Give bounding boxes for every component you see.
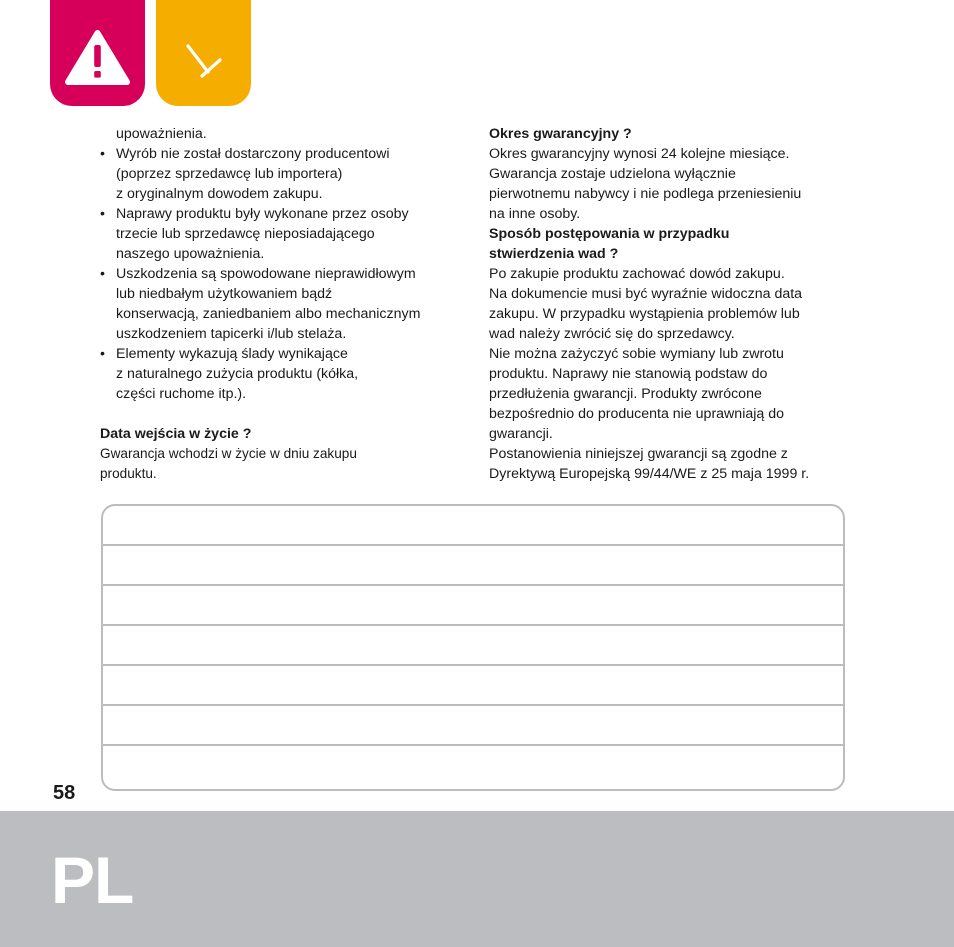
warranty-period-text: pierwotnemu nabywcy i nie podlega przeniesieniu: [489, 186, 802, 202]
effective-date-heading: Data wejścia w życie ?: [100, 426, 252, 442]
list-item: • Uszkodzenia są spowodowane nieprawidłowym lub niedbałym użytkowaniem bądź konserwacją, zaniedbaniem albo mechanicznym uszkodzeniem tapicerki i/lub stelaża.: [100, 264, 462, 344]
right-column: [489, 124, 849, 484]
page-number: 58: [53, 782, 76, 804]
defect-procedure-text: Na dokumencie musi być wyraźnie widoczna data: [489, 286, 803, 302]
left-column: [100, 124, 462, 484]
ruled-line: [103, 744, 843, 746]
language-code: PL: [51, 843, 134, 917]
tool-icon: [156, 0, 251, 106]
list-item: • Wyrób nie został dostarczony producentowi (poprzez sprzedawcę lub importera) z oryginalnym dowodem zakupu.: [100, 144, 462, 204]
defect-procedure-text: Dyrektywą Europejską 99/44/WE z 25 maja 1999 r.: [489, 466, 810, 482]
warranty-period-heading: Okres gwarancyjny ?: [489, 126, 632, 142]
warranty-period-text: Gwarancja zostaje udzielona wyłącznie: [489, 166, 736, 182]
defect-procedure-text: Po zakupie produktu zachować dowód zakupu.: [489, 266, 785, 282]
warranty-period-text: na inne osoby.: [489, 206, 581, 222]
defect-procedure-heading: Sposób postępowania w przypadku: [489, 226, 730, 242]
list-item: • Naprawy produktu były wykonane przez osoby trzecie lub sprzedawcę nieposiadającego naszego upoważnienia.: [100, 204, 462, 264]
defect-procedure-text: gwarancji.: [489, 426, 553, 442]
warranty-period-text: Okres gwarancyjny wynosi 24 kolejne miesiące.: [489, 146, 790, 162]
footer-band: [0, 811, 954, 947]
ruled-line: [103, 704, 843, 706]
defect-procedure-text: przedłużenia gwarancji. Produkty zwrócone: [489, 386, 762, 402]
exclusion-list: [100, 144, 462, 404]
effective-date-text: Gwarancja wchodzi w życie w dniu zakupu: [100, 446, 357, 461]
defect-procedure-text: Nie można zażyczyć sobie wymiany lub zwrotu: [489, 346, 784, 362]
tool-tab: [156, 0, 251, 106]
defect-procedure-text: bezpośrednio do producenta nie uprawniają do: [489, 406, 785, 422]
defect-procedure-text: produktu. Naprawy nie stanowią podstaw do: [489, 366, 768, 382]
notes-lines-box: [101, 504, 845, 791]
ruled-line: [103, 544, 843, 546]
defect-procedure-heading: stwierdzenia wad ?: [489, 246, 619, 262]
warning-triangle-icon: [50, 0, 145, 106]
list-item: • Elementy wykazują ślady wynikające z naturalnego zużycia produktu (kółka, części ruchome itp.).: [100, 344, 462, 404]
ruled-line: [103, 664, 843, 666]
defect-procedure-text: zakupu. W przypadku wystąpienia problemów lub: [489, 306, 800, 322]
effective-date-text: produktu.: [100, 466, 157, 481]
continuation-text: upoważnienia.: [116, 126, 207, 142]
ruled-line: [103, 584, 843, 586]
ruled-line: [103, 624, 843, 626]
warning-tab: [50, 0, 145, 106]
defect-procedure-text: Postanowienia niniejszej gwarancji są zgodne z: [489, 446, 788, 462]
defect-procedure-text: wad należy zwrócić się do sprzedawcy.: [489, 326, 735, 342]
